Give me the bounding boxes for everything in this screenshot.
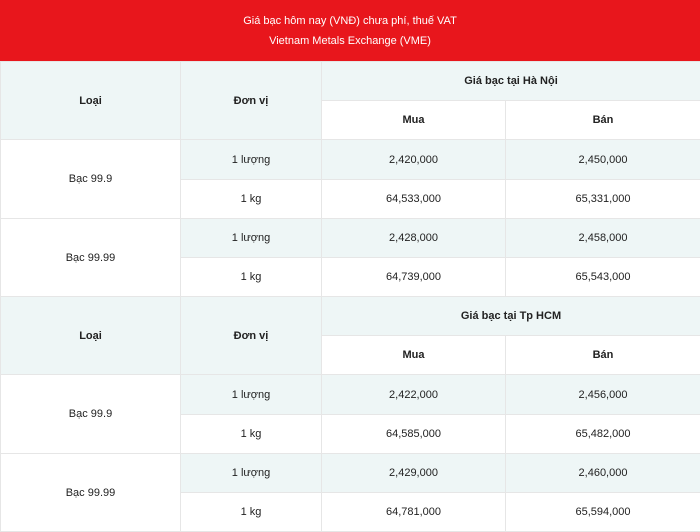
unit-cell: 1 lượng: [181, 140, 322, 180]
column-header-buy: Mua: [322, 336, 506, 375]
unit-cell: 1 kg: [181, 180, 322, 219]
buy-price-cell: 2,422,000: [322, 375, 506, 415]
table-row: [1, 219, 700, 258]
unit-cell: 1 lượng: [181, 219, 322, 258]
sell-price-cell: 65,482,000: [506, 415, 700, 454]
column-header-type: Loại: [1, 62, 181, 140]
sell-price-cell: 65,543,000: [506, 258, 700, 297]
column-header-sell: Bán: [506, 336, 700, 375]
buy-price-cell: 2,428,000: [322, 219, 506, 258]
sell-price-cell: 65,331,000: [506, 180, 700, 219]
column-header-unit: Đơn vị: [181, 297, 322, 375]
unit-cell: 1 lượng: [181, 375, 322, 415]
product-name: Bạc 99.99: [1, 454, 181, 532]
region-header: Giá bạc tại Tp HCM: [322, 297, 700, 336]
unit-cell: 1 kg: [181, 415, 322, 454]
buy-price-cell: 2,429,000: [322, 454, 506, 493]
sell-price-cell: 2,460,000: [506, 454, 700, 493]
banner-subtitle: Vietnam Metals Exchange (VME): [269, 31, 431, 51]
table-row: [1, 375, 700, 415]
unit-cell: 1 kg: [181, 258, 322, 297]
banner-title: Giá bạc hôm nay (VNĐ) chưa phí, thuế VAT: [243, 11, 457, 31]
buy-price-cell: 64,533,000: [322, 180, 506, 219]
column-header-buy: Mua: [322, 101, 506, 140]
unit-cell: 1 lượng: [181, 454, 322, 493]
buy-price-cell: 64,739,000: [322, 258, 506, 297]
buy-price-cell: 64,781,000: [322, 493, 506, 532]
sell-price-cell: 65,594,000: [506, 493, 700, 532]
region-header: Giá bạc tại Hà Nội: [322, 62, 700, 101]
section-header-row: [1, 62, 700, 101]
table-banner: [0, 0, 700, 61]
sell-price-cell: 2,456,000: [506, 375, 700, 415]
sell-price-cell: 2,450,000: [506, 140, 700, 180]
table-row: [1, 454, 700, 493]
table-row: [1, 140, 700, 180]
product-name: Bạc 99.9: [1, 375, 181, 454]
product-name: Bạc 99.9: [1, 140, 181, 219]
column-header-type: Loại: [1, 297, 181, 375]
column-header-unit: Đơn vị: [181, 62, 322, 140]
section-header-row: [1, 297, 700, 336]
sell-price-cell: 2,458,000: [506, 219, 700, 258]
unit-cell: 1 kg: [181, 493, 322, 532]
buy-price-cell: 2,420,000: [322, 140, 506, 180]
product-name: Bạc 99.99: [1, 219, 181, 297]
buy-price-cell: 64,585,000: [322, 415, 506, 454]
silver-price-table: [0, 61, 700, 532]
column-header-sell: Bán: [506, 101, 700, 140]
